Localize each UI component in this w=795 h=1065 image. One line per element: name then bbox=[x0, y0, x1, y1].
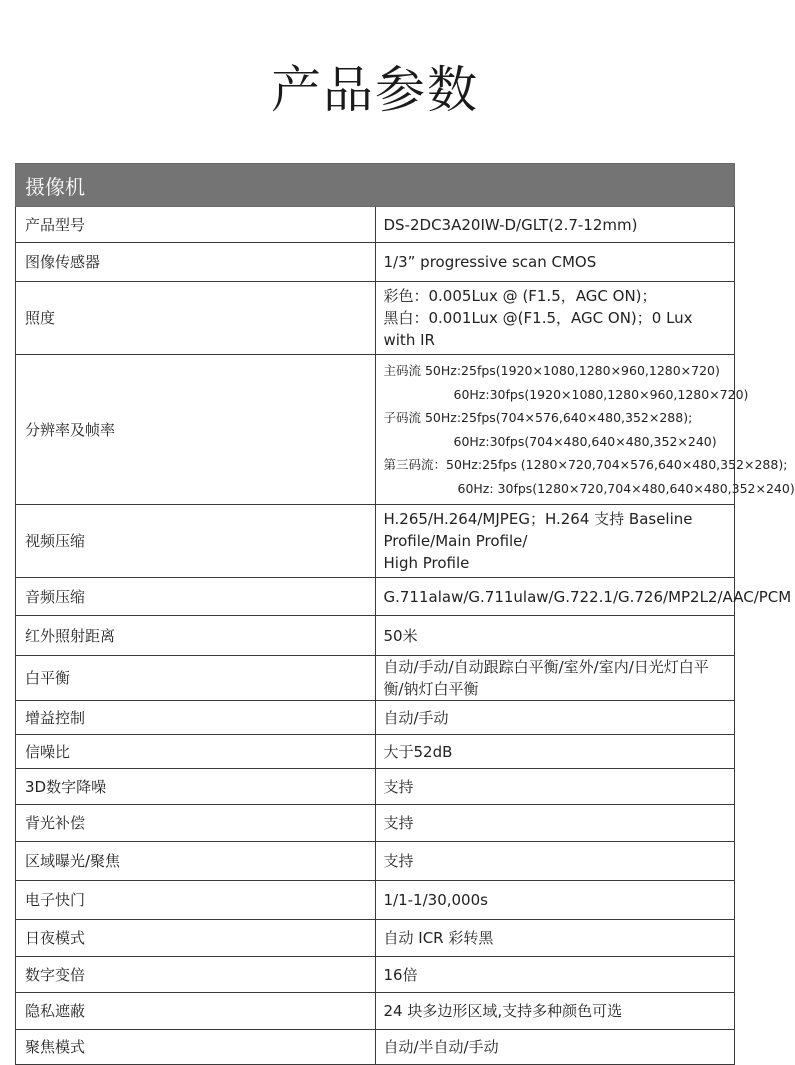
table-row bbox=[16, 993, 735, 1030]
row-value-digital-zoom: 16倍 bbox=[375, 957, 735, 993]
table-row bbox=[16, 701, 735, 735]
table-row bbox=[16, 578, 735, 616]
table-row bbox=[16, 735, 735, 769]
row-label-3d-dnr: 3D数字降噪 bbox=[16, 769, 376, 805]
row-label-illumination: 照度 bbox=[16, 282, 376, 355]
row-label-audio-compression: 音频压缩 bbox=[16, 578, 376, 616]
section-header-row bbox=[16, 164, 735, 207]
row-label-focus-mode: 聚焦模式 bbox=[16, 1030, 376, 1065]
table-row bbox=[16, 656, 735, 701]
row-label-ir-distance: 红外照射距离 bbox=[16, 616, 376, 656]
table-row bbox=[16, 355, 735, 505]
row-label-white-balance: 白平衡 bbox=[16, 656, 376, 701]
row-label-day-night: 日夜模式 bbox=[16, 920, 376, 957]
table-row bbox=[16, 1030, 735, 1065]
row-value-video-compression bbox=[375, 505, 735, 578]
row-value-sensor: 1/3” progressive scan CMOS bbox=[375, 243, 735, 282]
video-compression-line-2: High Profile bbox=[383, 554, 470, 572]
row-value-illumination bbox=[375, 282, 735, 355]
table-row bbox=[16, 243, 735, 282]
video-compression-line-1: H.265/H.264/MJPEG；H.264 支持 Baseline Profile/Main Profile/ bbox=[383, 510, 693, 550]
table-row bbox=[16, 616, 735, 656]
row-label-digital-zoom: 数字变倍 bbox=[16, 957, 376, 993]
sub-stream-50hz: 子码流 50Hz:25fps(704×576,640×480,352×288); bbox=[383, 410, 693, 425]
third-stream-60hz: 60Hz: 30fps(1280×720,704×480,640×480,352×240) bbox=[457, 480, 795, 496]
row-value-resolution bbox=[375, 355, 795, 505]
table-row bbox=[16, 957, 735, 993]
row-label-resolution: 分辨率及帧率 bbox=[16, 355, 376, 505]
table-row bbox=[16, 505, 735, 578]
row-value-roi: 支持 bbox=[375, 842, 735, 881]
table-row bbox=[16, 282, 735, 355]
row-value-snr: 大于52dB bbox=[375, 735, 735, 769]
illumination-color: 彩色：0.005Lux @ (F1.5，AGC ON)； bbox=[383, 287, 657, 305]
row-value-blc: 支持 bbox=[375, 805, 735, 842]
row-label-roi: 区域曝光/聚焦 bbox=[16, 842, 376, 881]
row-value-day-night: 自动 ICR 彩转黑 bbox=[375, 920, 735, 957]
table-row bbox=[16, 805, 735, 842]
row-label-gain-control: 增益控制 bbox=[16, 701, 376, 735]
row-value-model: DS-2DC3A20IW-D/GLT(2.7-12mm) bbox=[375, 207, 735, 243]
section-title: 摄像机 bbox=[16, 164, 735, 207]
row-label-sensor: 图像传感器 bbox=[16, 243, 376, 282]
table-row bbox=[16, 881, 735, 920]
row-value-ir-distance: 50米 bbox=[375, 616, 735, 656]
page-title: 产品参数 bbox=[271, 61, 479, 119]
table-row bbox=[16, 207, 735, 243]
main-stream-50hz: 主码流 50Hz:25fps(1920×1080,1280×960,1280×720) bbox=[383, 363, 720, 378]
illumination-bw: 黑白：0.001Lux @(F1.5，AGC ON)；0 Lux with IR bbox=[383, 309, 693, 349]
row-value-audio-compression: G.711alaw/G.711ulaw/G.722.1/G.726/MP2L2/AAC/PCM bbox=[375, 578, 735, 616]
row-label-video-compression: 视频压缩 bbox=[16, 505, 376, 578]
sub-stream-60hz: 60Hz:30fps(704×480,640×480,352×240) bbox=[453, 433, 717, 449]
row-label-shutter: 电子快门 bbox=[16, 881, 376, 920]
row-value-shutter: 1/1-1/30,000s bbox=[375, 881, 735, 920]
main-stream-60hz: 60Hz:30fps(1920×1080,1280×960,1280×720) bbox=[453, 386, 749, 402]
table-row bbox=[16, 920, 735, 957]
spec-table bbox=[15, 163, 795, 1065]
row-label-model: 产品型号 bbox=[16, 207, 376, 243]
table-row bbox=[16, 769, 735, 805]
row-value-gain-control: 自动/手动 bbox=[375, 701, 735, 735]
table-row bbox=[16, 842, 735, 881]
row-value-focus-mode: 自动/半自动/手动 bbox=[375, 1030, 735, 1065]
row-label-blc: 背光补偿 bbox=[16, 805, 376, 842]
row-value-3d-dnr: 支持 bbox=[375, 769, 735, 805]
third-stream-50hz: 第三码流：50Hz:25fps (1280×720,704×576,640×480,352×288); bbox=[383, 457, 788, 472]
row-value-white-balance: 自动/手动/自动跟踪白平衡/室外/室内/日光灯白平衡/钠灯白平衡 bbox=[375, 656, 735, 701]
row-label-snr: 信噪比 bbox=[16, 735, 376, 769]
row-value-privacy-mask: 24 块多边形区域,支持多种颜色可选 bbox=[375, 993, 735, 1030]
row-label-privacy-mask: 隐私遮蔽 bbox=[16, 993, 376, 1030]
